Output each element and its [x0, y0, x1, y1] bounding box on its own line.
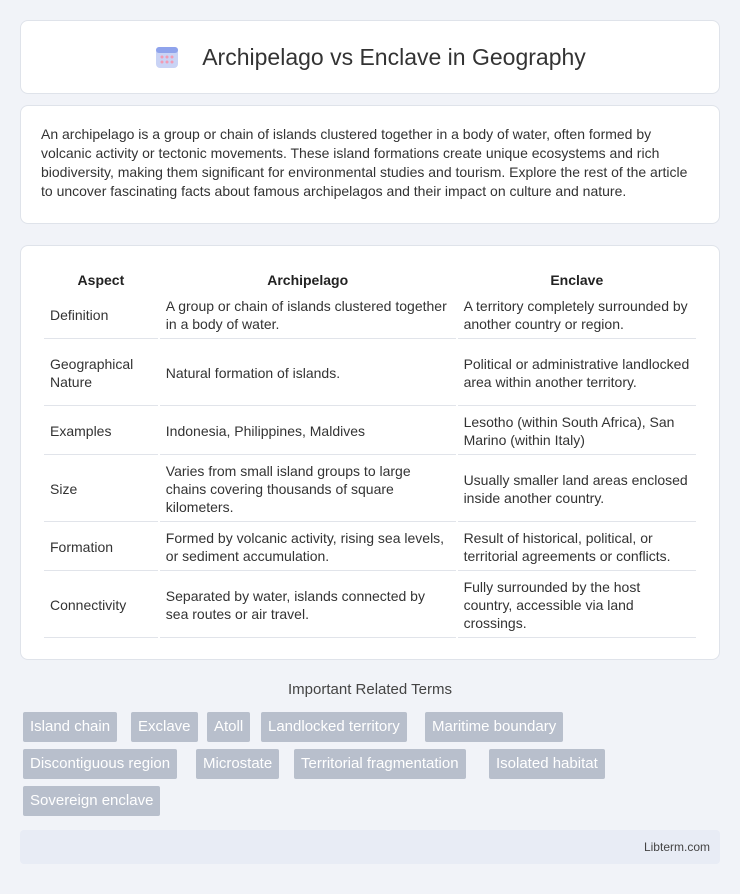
table-cell: Usually smaller land areas enclosed inside another country. [458, 457, 696, 522]
table-cell: Formed by volcanic activity, rising sea levels, or sediment accumulation. [160, 524, 456, 571]
table-row [44, 573, 696, 638]
table-cell: Indonesia, Philippines, Maldives [160, 408, 456, 455]
table-row [44, 524, 696, 571]
page-title: Archipelago vs Enclave in Geography [202, 43, 586, 70]
calendar-grid-icon [154, 44, 180, 70]
header-aspect: Aspect [77, 272, 125, 288]
tag-isolated-habitat[interactable]: Isolated habitat [489, 749, 605, 779]
tag-exclave[interactable]: Exclave [131, 712, 198, 742]
table-cell: A territory completely surrounded by another country or region. [458, 292, 696, 339]
comparison-table [42, 266, 698, 640]
table-cell: Natural formation of islands. [160, 341, 456, 406]
table-cell: Fully surrounded by the host country, accessible via land crossings. [458, 573, 696, 638]
table-cell: Lesotho (within South Africa), San Marino (within Italy) [458, 408, 696, 455]
table-cell: Connectivity [44, 573, 158, 638]
table-cell: Size [44, 457, 158, 522]
comparison-table-card [20, 245, 720, 660]
tag-territorial-fragmentation[interactable]: Territorial fragmentation [294, 749, 466, 779]
tag-atoll[interactable]: Atoll [207, 712, 250, 742]
intro-text: An archipelago is a group or chain of islands clustered together in a body of water, often formed by volcanic activity or tectonic movements. These island formations create unique ecosystems and rich biodiversity, making them significant for environmental studies and tourism. Explore the rest of the article to uncover fascinating facts about famous archipelagos and their impact on culture and nature. [41, 126, 688, 199]
table-cell: Examples [44, 408, 158, 455]
table-cell: Varies from small island groups to large chains covering thousands of square kilometers. [160, 457, 456, 522]
table-row [44, 457, 696, 522]
footer-site-link[interactable]: Libterm.com [643, 840, 710, 854]
header-archipelago: Archipelago [267, 272, 349, 288]
tag-discontiguous-region[interactable]: Discontiguous region [23, 749, 177, 779]
header-card [20, 20, 720, 94]
tag-sovereign-enclave[interactable]: Sovereign enclave [23, 786, 160, 816]
table-cell: Definition [44, 292, 158, 339]
tag-microstate[interactable]: Microstate [196, 749, 279, 779]
table-row [44, 408, 696, 455]
intro-card [20, 105, 720, 224]
tag-island-chain[interactable]: Island chain [23, 712, 117, 742]
table-cell: Geographical Nature [44, 341, 158, 406]
table-cell: Formation [44, 524, 158, 571]
table-row [44, 292, 696, 339]
table-header-row [44, 268, 696, 290]
header-enclave: Enclave [550, 272, 604, 288]
tag-landlocked-territory[interactable]: Landlocked territory [261, 712, 407, 742]
table-cell: Political or administrative landlocked area within another territory. [458, 341, 696, 406]
table-cell: A group or chain of islands clustered together in a body of water. [160, 292, 456, 339]
table-cell: Separated by water, islands connected by sea routes or air travel. [160, 573, 456, 638]
footer [20, 830, 720, 864]
table-cell: Result of historical, political, or territorial agreements or conflicts. [458, 524, 696, 571]
tag-maritime-boundary[interactable]: Maritime boundary [425, 712, 563, 742]
related-terms-title: Important Related Terms [288, 681, 452, 698]
table-row [44, 341, 696, 406]
